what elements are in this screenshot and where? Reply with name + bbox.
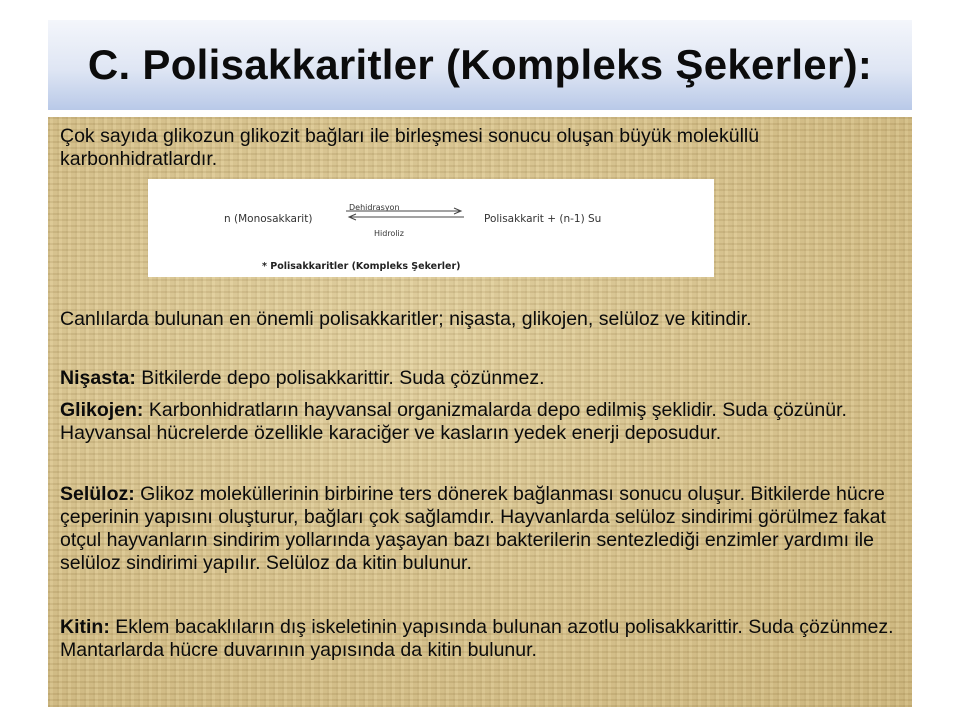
item-text: Karbonhidratların hayvansal organizmalarda depo edilmiş şeklidir. Suda çözünür. Hayvansal hücrelerde özellikle karaciğer ve kasların yedek enerji deposudur. [60, 399, 847, 444]
summary-paragraph: Canlılarda bulunan en önemli polisakkaritler; nişasta, glikojen, selüloz ve kitindir. [60, 308, 752, 330]
item-term: Glikojen: [60, 399, 144, 421]
content-panel [48, 117, 912, 707]
item-kitin [60, 616, 908, 662]
item-glikojen [60, 399, 908, 445]
intro-paragraph: Çok sayıda glikozun glikozit bağları ile birleşmesi sonucu oluşan büyük moleküllü karbonhidratlardır. [60, 125, 760, 170]
dehydration-label: Dehidrasyon [349, 203, 400, 212]
reversible-arrow-icon [344, 207, 466, 221]
item-text: Bitkilerde depo polisakkarittir. Suda çözünmez. [135, 367, 545, 389]
product-label: Polisakkarit + (n-1) Su [484, 213, 602, 225]
item-term: Nişasta: [60, 367, 136, 389]
item-seluloz [60, 483, 908, 575]
reaction-diagram [148, 179, 714, 277]
reactant-label: n (Monosakkarit) [224, 213, 313, 225]
item-text: Glikoz moleküllerinin birbirine ters dönerek bağlanması sonucu oluşur. Bitkilerde hücre çeperinin yapısını oluşturur, bağları çok sağlamdır. Hayvanlarda selüloz sindirimi görülmez fakat otçul hayvanların sindirim yollarında yaşayan bazı bakterilerin sentezlediği enzimler yardımı ile selüloz sindirimi yapılır. Selüloz da kitin bulunur. [60, 483, 886, 574]
slide-title: C. Polisakkaritler (Kompleks Şekerler): [87, 41, 873, 88]
item-term: Selüloz: [60, 483, 135, 505]
hydrolysis-label: Hidroliz [374, 229, 404, 238]
item-term: Kitin: [60, 616, 110, 638]
diagram-caption: * Polisakkaritler (Kompleks Şekerler) [262, 261, 461, 272]
item-nisasta [60, 367, 908, 390]
item-text: Eklem bacaklıların dış iskeletinin yapısında bulunan azotlu polisakkarittir. Suda çözünmez. Mantarlarda hücre duvarının yapısında da kitin bulunur. [60, 616, 894, 661]
title-bar [48, 20, 912, 110]
